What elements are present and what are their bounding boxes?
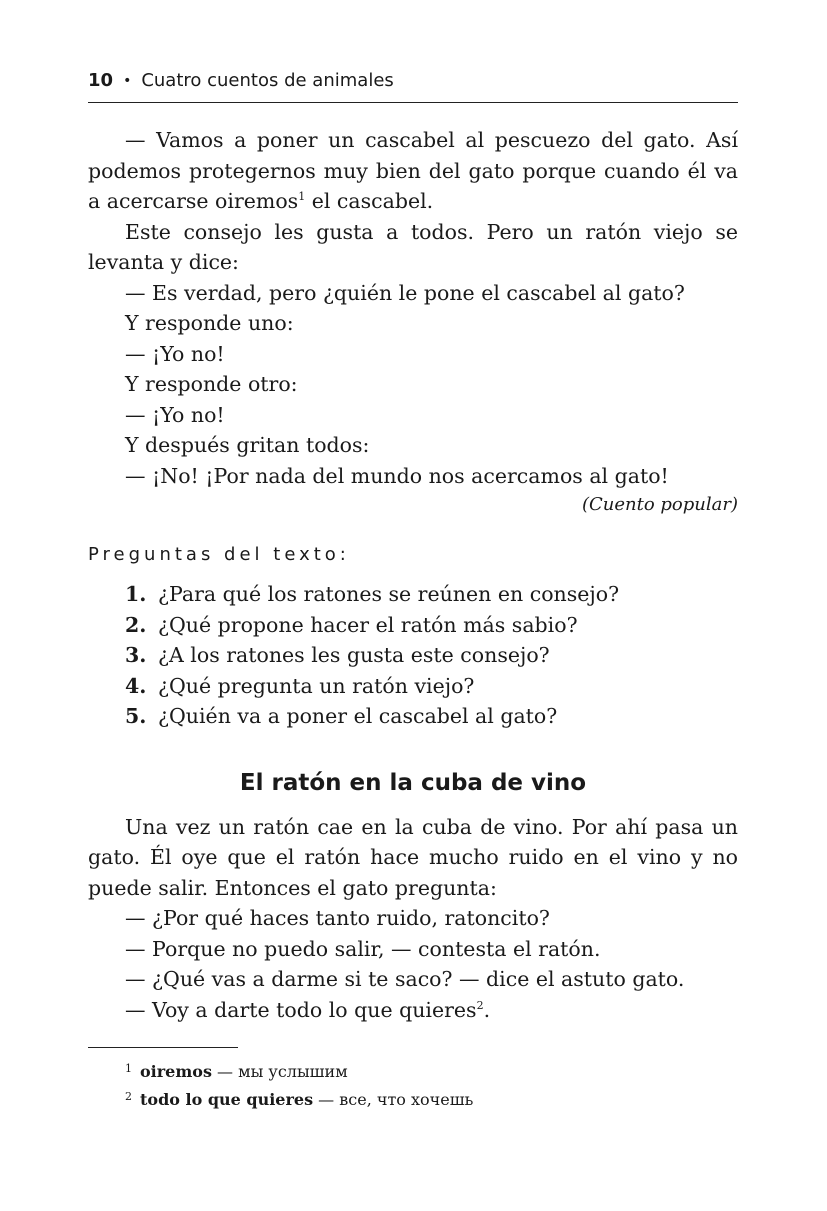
dialogue-tail: . (483, 997, 491, 1022)
question-text: ¿Para qué los ratones se reúnen en consejo? (158, 582, 620, 606)
dialogue-line: — ¡Yo no! (125, 341, 225, 366)
story2-paragraph-1: Una vez un ratón cae en la cuba de vino. Por ahí pasa un gato. Él oye que el ratón hace mucho ruido en el vino y no puede salir. Entonces el gato pregunta: (88, 814, 738, 900)
footnote-term: todo lo que quieres (140, 1090, 314, 1109)
dialogue-line: — ¡Yo no! (125, 402, 225, 427)
questions-list (88, 579, 738, 732)
question-item (125, 671, 738, 702)
question-text: ¿Quién va a poner el cascabel al gato? (158, 704, 558, 728)
story1-p1-text: — Vamos a poner un cascabel al pescuezo del gato. Así podemos protegernos muy bien del gato porque cuando él va a acercarse oiremos (88, 128, 738, 213)
question-item (125, 640, 738, 671)
page-body (88, 125, 738, 1112)
question-item (125, 701, 738, 732)
footnote-ref-1: 1 (298, 190, 306, 203)
question-number: 2. (125, 612, 147, 637)
question-number: 1. (125, 582, 147, 606)
question-text: ¿A los ratones les gusta este consejo? (158, 643, 550, 667)
question-number: 5. (125, 704, 147, 728)
dialogue-line: Y responde otro: (125, 372, 298, 396)
story1-paragraph-1 (88, 125, 738, 217)
footnote-ref-2: 2 (476, 998, 484, 1012)
dialogue-line (88, 995, 738, 1026)
dialogue-text: — Voy a darte todo lo que quieres (125, 997, 477, 1022)
footnote-translation: — мы услышим (211, 1062, 348, 1081)
question-item (125, 579, 738, 610)
footnote-term: oiremos (140, 1062, 212, 1081)
dialogue-line: Y responde uno: (125, 311, 294, 335)
header-bullet: • (123, 73, 132, 89)
dialogue-line: Y después gritan todos: (125, 433, 370, 457)
question-number: 4. (125, 673, 147, 698)
dialogue-line: — ¿Qué vas a darme si te saco? — dice el astuto gato. (125, 967, 685, 991)
footnote (125, 1084, 738, 1112)
footnote-number: 1 (125, 1062, 132, 1075)
footnote-number: 2 (125, 1090, 132, 1103)
page-number: 10 (88, 70, 114, 91)
story-source: (Cuento popular) (581, 494, 738, 515)
story-title: El ratón en la cuba de vino (239, 769, 587, 796)
story1-p1-tail: el cascabel. (305, 189, 434, 213)
footnotes (88, 1056, 738, 1112)
footnote (125, 1056, 738, 1084)
questions-heading: Preguntas del texto: (88, 544, 350, 565)
footnote-translation: — все, что хочешь (313, 1090, 474, 1109)
dialogue-line: — Es verdad, pero ¿quién le pone el cascabel al gato? (125, 280, 685, 305)
story1-paragraph-2: Este consejo les gusta a todos. Pero un ratón viejo se levanta y dice: (88, 219, 738, 274)
running-header (88, 70, 738, 103)
dialogue-line: — ¿Por qué haces tanto ruido, ratoncito? (125, 906, 550, 930)
question-text: ¿Qué pregunta un ratón viejo? (158, 673, 475, 698)
dialogue-line: — ¡No! ¡Por nada del mundo nos acercamos al gato! (125, 463, 669, 488)
question-number: 3. (125, 643, 147, 667)
footnote-divider (88, 1047, 238, 1048)
question-item (125, 610, 738, 641)
question-text: ¿Qué propone hacer el ratón más sabio? (158, 612, 578, 637)
book-title: Cuatro cuentos de animales (141, 70, 394, 91)
dialogue-line: — Porque no puedo salir, — contesta el ratón. (125, 936, 601, 961)
